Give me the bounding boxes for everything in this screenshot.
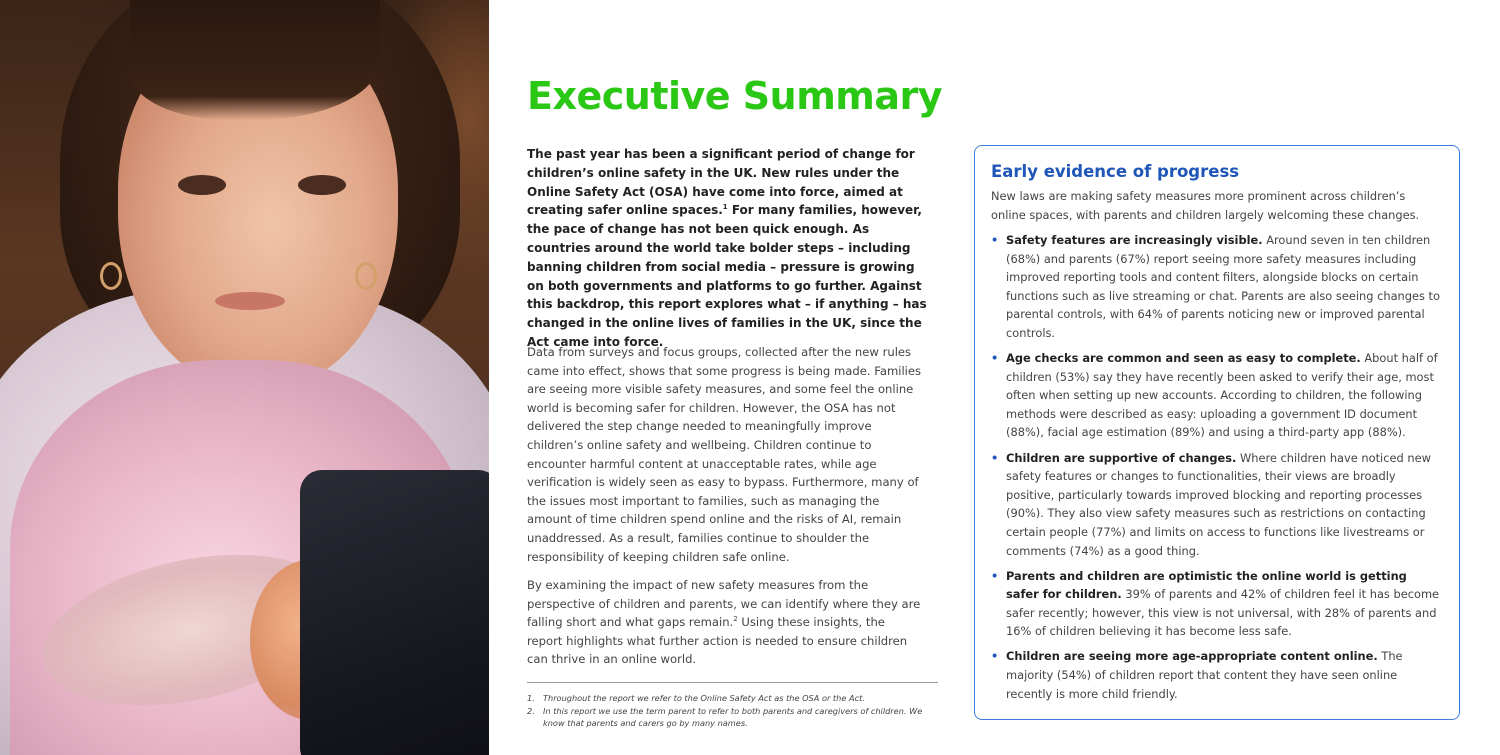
photo-earring-right [355, 262, 377, 290]
footnote-ref-1[interactable]: 1 [722, 203, 728, 212]
footnote-number: 1. [527, 693, 535, 703]
body-paragraph-2 [527, 576, 922, 669]
photo-mouth [215, 292, 285, 310]
bullet-heading: Children are supportive of changes. [1006, 450, 1237, 465]
bullet-text: About half of children (53%) say they have recently been asked to verify their age, most often when setting up new accounts. According to children, the following methods were described as easy: uploading a government ID document (88%), facial age estimation (89%) and using a third-party app (88%). [1006, 351, 1438, 440]
footnote-ref-2[interactable]: 2 [733, 615, 738, 624]
bullet-text: Around seven in ten children (68%) and parents (67%) report seeing more safety measures including improved reporting tools and content filters, alongside blocks on certain functions such as live streaming or chat. Parents are also seeing changes to parental controls, with 64% of parents noticing new or improved parental controls. [1006, 233, 1440, 340]
body-paragraph-2-text-a: By examining the impact of new safety measures from the perspective of children and parents, we can identify where they are falling short and what gaps remain. [527, 578, 921, 630]
photo-earring-left [100, 262, 122, 290]
bullet-icon: • [991, 450, 999, 465]
bullet-heading: Children are seeing more age-appropriate content online. [1006, 649, 1378, 664]
callout-lead: New laws are making safety measures more prominent across children’s online spaces, with parents and children largely welcoming these changes. [991, 189, 1420, 222]
bullet-heading: Parents and children are optimistic the online world is getting safer for children. [1006, 568, 1407, 602]
photo-bangs [130, 0, 380, 120]
list-item [991, 349, 1443, 442]
footnote-divider [527, 682, 938, 683]
bullet-heading: Age checks are common and seen as easy to complete. [1006, 351, 1361, 366]
bullet-text: Where children have noticed new safety features or changes to functionalities, their views are broadly positive, particularly towards improved blocking and reporting processes (90%). They also view safety measures such as restrictions on contacting certain people (77%) and limits on access to functions like livestreams or comments (74%) as a good thing. [1006, 450, 1431, 558]
photo-eye-right [298, 175, 346, 195]
bullet-text: The majority (54%) of children report that content they have seen online recently is more child friendly. [1006, 649, 1403, 701]
cover-photo [0, 0, 489, 755]
intro-paragraph [527, 145, 927, 352]
footnotes [527, 692, 932, 730]
bullet-icon: • [991, 351, 999, 366]
bullet-icon: • [991, 568, 999, 583]
footnote [527, 692, 932, 705]
callout-bullet-list [991, 231, 1443, 703]
body-paragraph-1: Data from surveys and focus groups, collected after the new rules came into effect, shows that some progress is being made. Families are seeing more visible safety measures, and some feel the online world is becoming safer for children. However, the OSA has not delivered the step change needed to meaningfully improve children’s online safety and wellbeing. Children continue to encounter harmful content at unacceptable rates, while age verification is widely seen as easy to bypass. Furthermore, many of the issues most important to families, such as managing the amount of time children spend online and the risks of AI, remain unaddressed. As a result, families continue to shoulder the responsibility of keeping children safe online. [527, 345, 922, 564]
bullet-icon: • [991, 649, 999, 664]
list-item [991, 231, 1443, 343]
photo-eye-left [178, 175, 226, 195]
intro-text-rest: For many families, however, the pace of change has not been quick enough. As countries around the world take bolder steps – including banning children from social media – pressure is growing on both governments and platforms to go further. Against this backdrop, this report explores what – if anything – has changed in the online lives of families in the UK, since the Act came into force. [527, 203, 927, 349]
footnote [527, 705, 932, 730]
list-item [991, 567, 1443, 641]
photo-phone [300, 470, 489, 755]
footnote-number: 2. [527, 705, 535, 716]
bullet-heading: Safety features are increasingly visible. [1006, 233, 1263, 247]
list-item [991, 449, 1443, 561]
bullet-text: 39% of parents and 42% of children feel it has become safer recently; however, this view is not universal, with 28% of parents and 16% of children believing it has become less safe. [1006, 587, 1440, 639]
footnote-text: Throughout the report we refer to the Online Safety Act as the OSA or the Act. [543, 693, 865, 703]
page-title: Executive Summary [527, 74, 943, 118]
bullet-icon: • [991, 233, 999, 247]
intro-text: The past year has been a significant period of change for children’s online safety in the UK. New rules under the Online Safety Act (OSA) have come into force, aimed at creating safer online spaces. [527, 147, 915, 218]
progress-callout-box [974, 145, 1460, 720]
list-item [991, 647, 1443, 703]
footnote-text: In this report we use the term parent to refer to both parents and caregivers of children. We know that parents and carers go by many names. [543, 705, 923, 728]
callout-heading: Early evidence of progress [991, 162, 1240, 181]
body-paragraph-2-text-b: Using these insights, the report highlights what further action is needed to ensure children can thrive in an online world. [527, 615, 908, 667]
